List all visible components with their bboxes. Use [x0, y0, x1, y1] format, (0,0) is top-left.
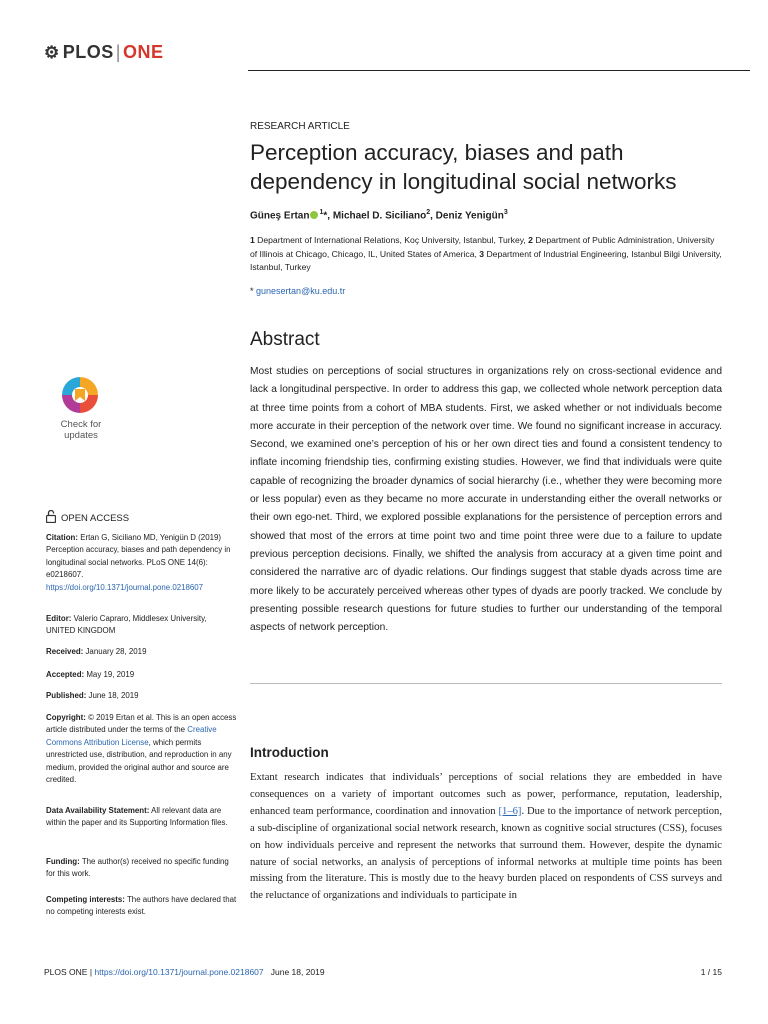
logo-one-text: ONE: [122, 42, 164, 62]
affil-num: 2: [528, 235, 533, 245]
abstract-divider: [250, 683, 722, 684]
introduction-text: [250, 770, 722, 905]
editor-text: Valerio Capraro, Middlesex University, UNITED KINGDOM: [46, 614, 207, 636]
affil-num: 3: [479, 248, 485, 259]
header-rule: [248, 70, 750, 71]
footer-doi-link[interactable]: https://doi.org/10.1371/journal.pone.0218607: [94, 967, 264, 977]
competing-text: The authors have declared that no competing interests exist.: [46, 895, 237, 917]
competing-interests: [46, 894, 238, 919]
bookmark-icon: [73, 389, 87, 401]
corresponding-email: [250, 286, 722, 296]
license-link[interactable]: Creative Commons Attribution License: [46, 725, 217, 747]
plos-one-logo[interactable]: [44, 42, 163, 63]
article-title: Perception accuracy, biases and path dependency in longitudinal social networks: [250, 140, 677, 194]
copyright-text: , which permits unrestricted use, distribution, and reproduction in any medium, provided the original author and source are credited.: [46, 737, 232, 785]
footer-journal: PLOS ONE: [44, 967, 88, 977]
copyright: [46, 712, 238, 786]
email-link[interactable]: gunesertan@ku.edu.tr: [256, 286, 346, 296]
affil-num: 1: [250, 235, 255, 245]
published-text: June 18, 2019: [88, 691, 139, 700]
author-name[interactable]: Deniz Yenigün: [435, 210, 504, 222]
data-availability-text: All relevant data are within the paper and its Supporting Information files.: [46, 806, 228, 828]
editor-label: Editor:: [46, 614, 72, 623]
citation-label: Citation:: [46, 533, 78, 542]
footer: [44, 967, 325, 977]
accepted-text: May 19, 2019: [86, 670, 135, 679]
introduction-heading: Introduction: [250, 745, 329, 760]
orcid-icon[interactable]: [310, 211, 318, 219]
citation-doi-link[interactable]: https://doi.org/10.1371/journal.pone.0218607: [46, 582, 204, 592]
open-access-label: OPEN ACCESS: [61, 512, 130, 524]
affiliation-text: Department of International Relations, Koç University, Istanbul, Turkey,: [257, 235, 526, 245]
funding-label: Funding:: [46, 857, 80, 866]
copyright-text: © 2019 Ertan et al. This is an open access article distributed under the terms of the: [46, 713, 237, 735]
open-lock-icon: [46, 510, 56, 527]
affiliation-text: Department of Industrial Engineering, Istanbul Bilgi University, Istanbul, Turkey: [250, 248, 722, 272]
citation-text: Ertan G, Siciliano MD, Yenigün D (2019) Perception accuracy, biases and path dependency in longitudinal social networks. PLoS ONE 14(6): e0218607.: [46, 533, 231, 580]
open-access: [46, 510, 238, 527]
plos-gear-icon: ⚙: [44, 42, 60, 62]
affiliation-text: Department of Public Administration, University of Illinois at Chicago, Chicago, IL, United States of America,: [250, 235, 715, 259]
intro-text-part: . Due to the importance of network perception, a sub-discipline of organizational social network research, known as cognitive social structures (CSS), focuses on how individuals perceive and represent the networks that surround them. However, despite the dynamic nature of social networks, an analysis of perceptions of informal networks at multiple time points has been missing from the literature. This is mostly due to the heavy burden placed on respondents of CSS surveys and the reluctance of organizations and individuals to participate in: [250, 805, 722, 902]
editor: [46, 613, 238, 638]
data-availability: [46, 805, 238, 830]
author-affil-sup: 1: [319, 209, 324, 216]
affiliations: [250, 234, 722, 275]
corresponding-marker: *: [323, 210, 328, 222]
check-for-updates-badge[interactable]: [44, 377, 118, 453]
competing-label: Competing interests:: [46, 895, 125, 904]
intro-text-part: Extant research indicates that individuals’ perceptions of social relations they are embedded in have consequences on a variety of important outcomes such as power, performance, reputation, leadership, enhanced team performance, coordination and innovation: [250, 772, 722, 817]
author-name[interactable]: Michael D. Siciliano: [332, 210, 427, 222]
badge-label: [44, 419, 118, 441]
accepted-label: Accepted:: [46, 670, 85, 679]
page-number: 1 / 15: [700, 967, 722, 977]
funding: [46, 856, 238, 881]
accepted-date: [46, 669, 238, 681]
author-affil-sup: 3: [503, 209, 508, 216]
logo-plos-text: PLOS: [62, 42, 114, 62]
published-date: [46, 690, 238, 702]
received-label: Received:: [46, 647, 84, 656]
abstract-heading: Abstract: [250, 329, 320, 350]
published-label: Published:: [46, 691, 87, 700]
author-affil-sup: 2: [426, 209, 431, 216]
badge-line: updates: [64, 430, 98, 441]
data-availability-label: Data Availability Statement:: [46, 806, 150, 815]
footer-date: June 18, 2019: [270, 967, 325, 977]
reference-link[interactable]: [1–6]: [498, 805, 522, 817]
author-name[interactable]: Güneş Ertan: [250, 210, 310, 222]
article-type: RESEARCH ARTICLE: [250, 121, 350, 132]
copyright-label: Copyright:: [46, 713, 86, 722]
badge-line: Check for: [60, 419, 102, 430]
citation: [46, 532, 238, 594]
abstract-text: Most studies on perceptions of social structures in organizations rely on cross-sectional evidence and lack a longitudinal perspective. In order to address this gap, we collected whole network perception data at three time points from a cohort of MBA students. First, we asked whether or not individuals become more accurate in their perception of the network over time. We found no significant increase in accuracy. Second, we examined one’s perception of his or her own direct ties and found a consistent tendency to inflate incoming friendship ties, confirming existing studies. However, we find that individuals were quite capable of recognizing the broader dynamics of social hierarchy (i.e., whether they were becoming more or less popular) even as they became no more accurate in understanding either the overall networks or their own ego-net. Third, we explored possible explanations for the persistence of perception errors and showed that most of the errors at time point two and time point three were due to a failure to update previous perception decisions. Finally, we shifted the analysis from accuracy at a given time point and considered the narrative arc of dyadic relations. Our findings suggest that stable dyads across time are more likely to be accurately perceived whereas other types of dyads are poorly tracked. We conclude by presenting possible research questions for future studies to further our understanding of the temporal aspects of network perception.: [250, 366, 722, 634]
author-list: Güneş Ertan $^1$*, Michael D. Siciliano$^2$, Deniz Yenigün$^3$: [250, 209, 508, 222]
logo-separator: |: [115, 42, 121, 62]
email-marker: *: [250, 286, 254, 296]
funding-text: The author(s) received no specific funding for this work.: [46, 857, 229, 879]
received-date: [46, 646, 238, 658]
footer-separator: |: [89, 967, 93, 977]
received-text: January 28, 2019: [85, 647, 147, 656]
